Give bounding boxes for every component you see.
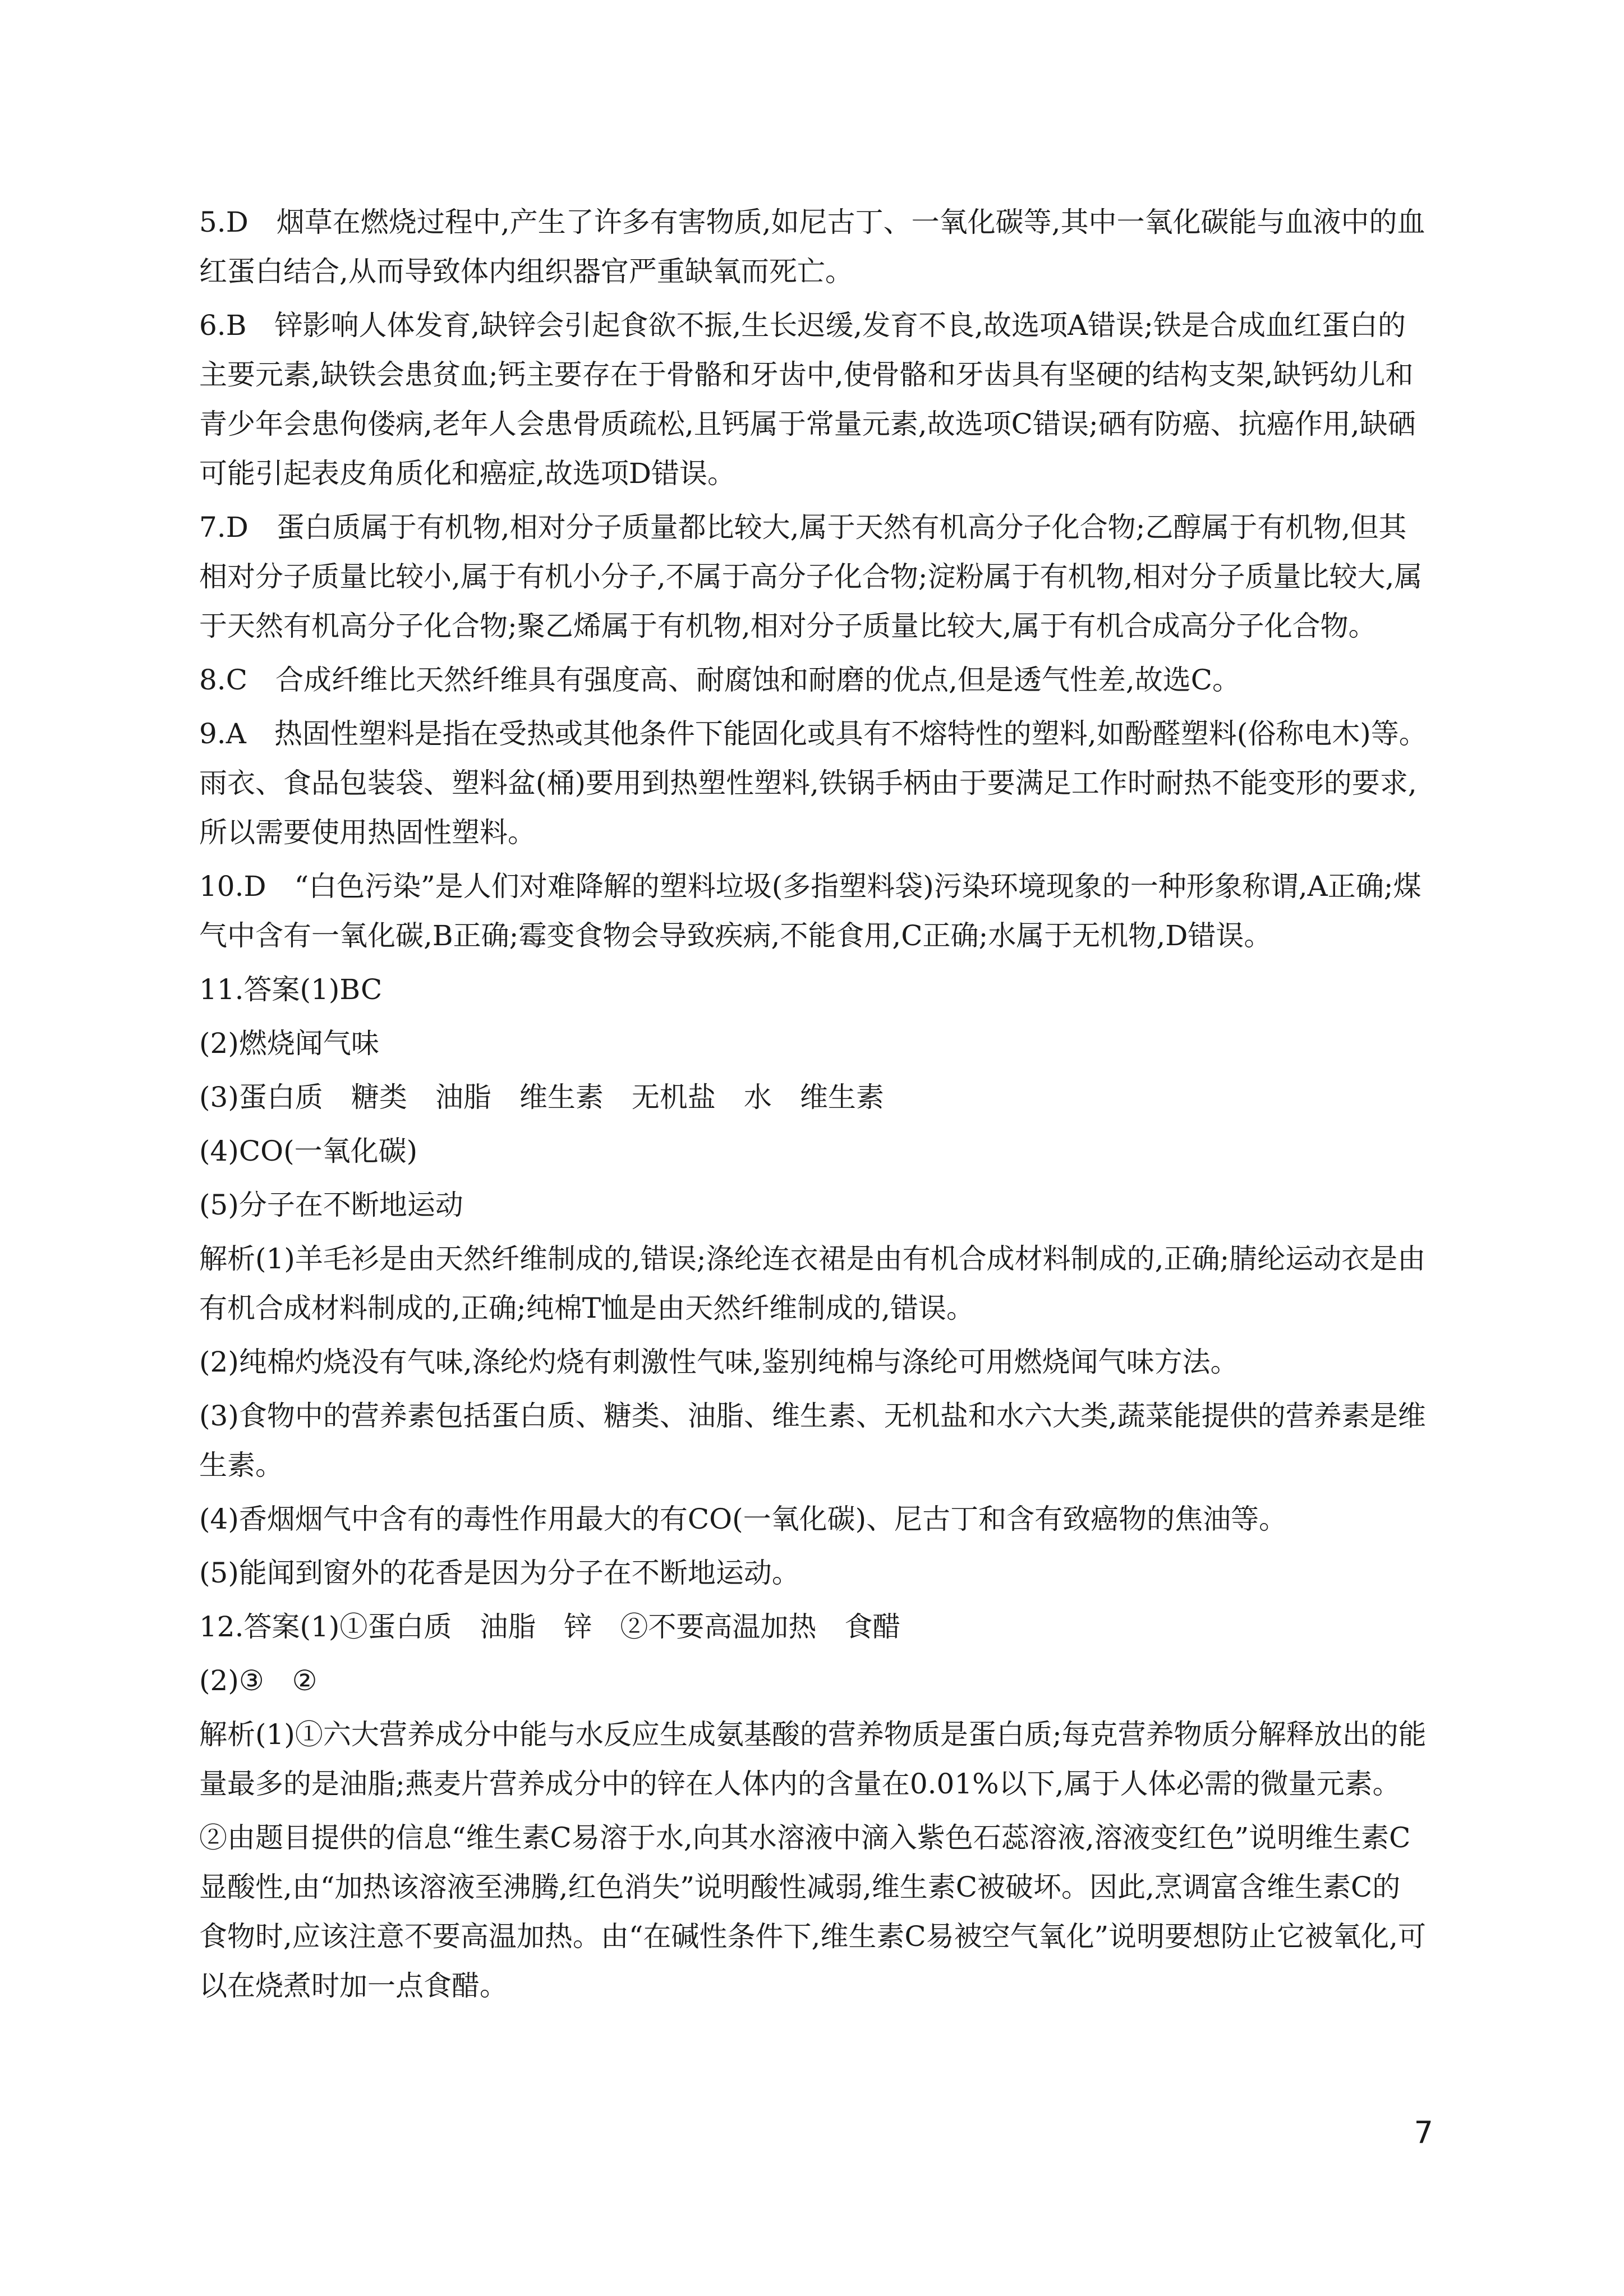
analysis-11-part-4: (4)香烟烟气中含有的毒性作用最大的有CO(一氧化碳)、尼古丁和含有致癌物的焦油等。 [199,1503,1287,1535]
answer-10: 10.D “白色污染”是人们对难降解的塑料垃圾(多指塑料袋)污染环境现象的一种形象称谓,A正确;煤气中含有一氧化碳,B正确;霉变食物会导致疾病,不能食用,C正确;水属于无机物,D错误。 [199,870,1421,952]
answer-6: 6.B 锌影响人体发育,缺锌会引起食欲不振,生长迟缓,发育不良,故选项A错误;铁是合成血红蛋白的主要元素,缺铁会患贫血;钙主要存在于骨骼和牙齿中,使骨骼和牙齿具有坚硬的结构支架,缺钙幼儿和青少年会患佝偻病,老年人会患骨质疏松,且钙属于常量元素,故选项C错误;硒有防癌、抗癌作用,缺硒可能引起表皮角质化和癌症,故选项D错误。 [199,309,1416,490]
analysis-11-part-5: (5)能闻到窗外的花香是因为分子在不断地运动。 [199,1557,800,1589]
analysis-11-part-1: 解析(1)羊毛衫是由天然纤维制成的,错误;涤纶连衣裙是由有机合成材料制成的,正确;腈纶运动衣是由有机合成材料制成的,正确;纯棉T恤是由天然纤维制成的,错误。 [199,1243,1426,1324]
answer-11-part-2: (2)燃烧闻气味 [199,1027,379,1060]
analysis-12-part-1: 解析(1)①六大营养成分中能与水反应生成氨基酸的营养物质是蛋白质;每克营养物质分解释放出的能量最多的是油脂;燕麦片营养成分中的锌在人体内的含量在0.01%以下,属于人体必需的微量元素。 [199,1718,1427,1800]
page-number: 7 [1414,2115,1433,2150]
analysis-11-part-2: (2)纯棉灼烧没有气味,涤纶灼烧有刺激性气味,鉴别纯棉与涤纶可用燃烧闻气味方法。 [199,1346,1239,1378]
answer-8: 8.C 合成纤维比天然纤维具有强度高、耐腐蚀和耐磨的优点,但是透气性差,故选C。 [199,664,1241,696]
answer-5: 5.D 烟草在燃烧过程中,产生了许多有害物质,如尼古丁、一氧化碳等,其中一氧化碳能与血液中的血红蛋白结合,从而导致体内组织器官严重缺氧而死亡。 [199,206,1425,288]
answer-11-part-5: (5)分子在不断地运动 [199,1189,463,1221]
answer-11-part-4: (4)CO(一氧化碳) [199,1135,418,1167]
answer-12-header: 12.答案(1)①蛋白质 油脂 锌 ②不要高温加热 食醋 [199,1611,901,1643]
answer-12-part-2: (2)③ ② [199,1664,318,1697]
answer-11-header: 11.答案(1)BC [199,973,383,1006]
answer-7: 7.D 蛋白质属于有机物,相对分子质量都比较大,属于天然有机高分子化合物;乙醇属于有机物,但其相对分子质量比较小,属于有机小分子,不属于高分子化合物;淀粉属于有机物,相对分子质量比较大,属于天然有机高分子化合物;聚乙烯属于有机物,相对分子质量比较大,属于有机合成高分子化合物。 [199,511,1423,642]
answer-9: 9.A 热固性塑料是指在受热或其他条件下能固化或具有不熔特性的塑料,如酚醛塑料(俗称电木)等。雨衣、食品包装袋、塑料盆(桶)要用到热塑性塑料,铁锅手柄由于要满足工作时耐热不能变形的要求,所以需要使用热固性塑料。 [199,717,1427,849]
answer-11-part-3: (3)蛋白质 糖类 油脂 维生素 无机盐 水 维生素 [199,1081,884,1114]
analysis-11-part-3: (3)食物中的营养素包括蛋白质、糖类、油脂、维生素、无机盐和水六大类,蔬菜能提供的营养素是维生素。 [199,1400,1426,1481]
answer-text-block [199,197,1428,2015]
analysis-12-part-2: ②由题目提供的信息“维生素C易溶于水,向其水溶液中滴入紫色石蕊溶液,溶液变红色”说明维生素C显酸性,由“加热该溶液至沸腾,红色消失”说明酸性减弱,维生素C被破坏。因此,烹调富含维生素C的食物时,应该注意不要高温加热。由“在碱性条件下,维生素C易被空气氧化”说明要想防止它被氧化,可以在烧煮时加一点食醋。 [199,1821,1427,2002]
